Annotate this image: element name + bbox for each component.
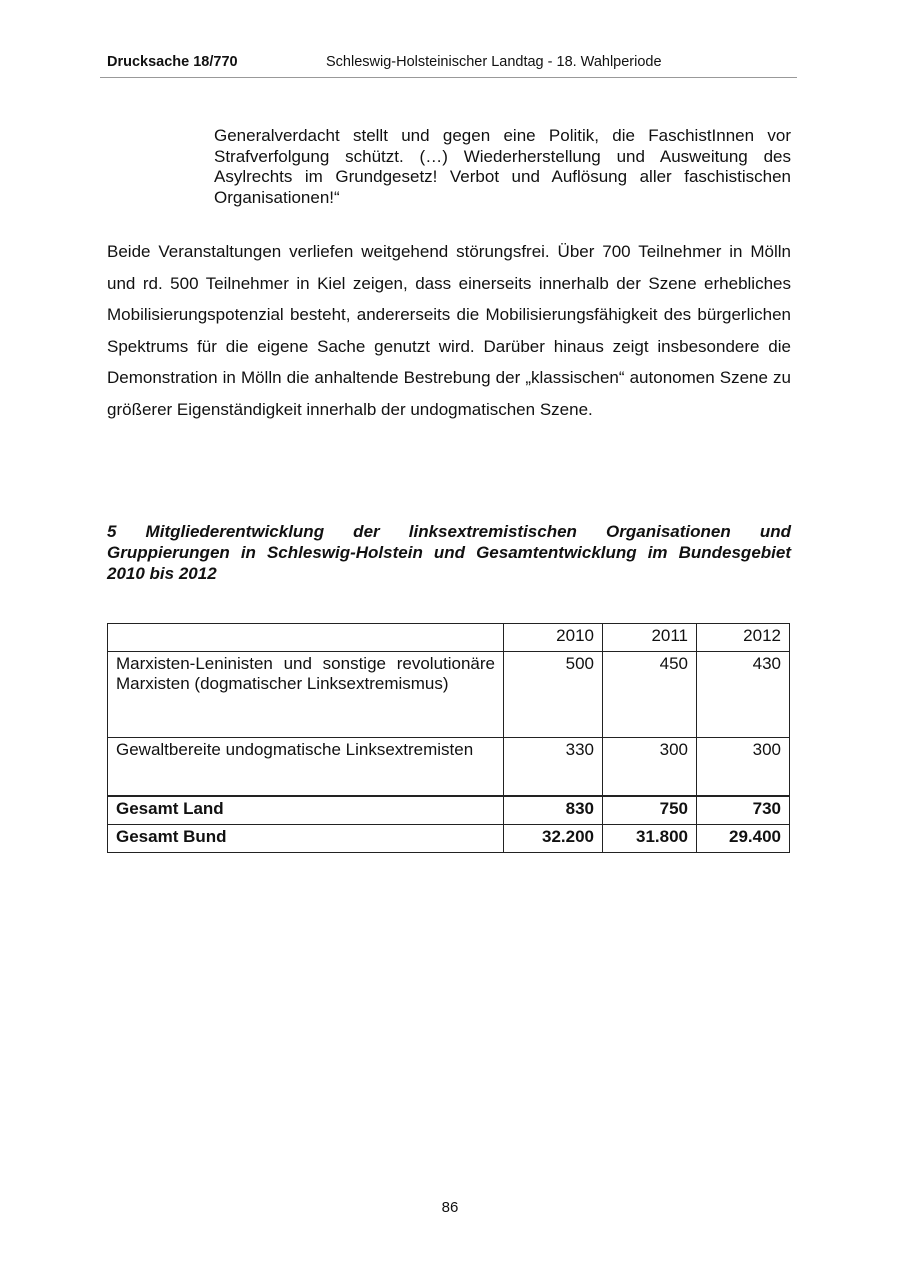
row-label: Gesamt Bund <box>108 825 504 853</box>
header-cell-empty <box>108 624 504 652</box>
cell-2012: 300 <box>697 738 790 797</box>
table-row-total-bund <box>108 825 790 853</box>
body-paragraph: Beide Veranstaltungen verliefen weitgehend störungsfrei. Über 700 Teilnehmer in Mölln und rd. 500 Teilnehmer in Kiel zeigen, dass einerseits innerhalb der Szene erhebliches Mobilisierungspotenzial besteht, andererseits die Mobilisierungsfähigkeit des bürgerlichen Spektrums für die eigene Sache genutzt wird. Darüber hinaus zeigt insbesondere die Demonstration in Mölln die anhaltende Bestrebung der „klassischen“ autonomen Szene zu größerer Eigenständigkeit innerhalb der undogmatischen Szene. <box>107 242 791 419</box>
table-row <box>108 652 790 738</box>
block-quote: Generalverdacht stellt und gegen eine Politik, die FaschistInnen vor Strafverfolgung schützt. (…) Wiederherstellung und Ausweitung des Asylrechts im Grundgesetz! Verbot und Auflösung aller faschistischen Organisationen!“ <box>214 126 791 207</box>
row-label: Gewaltbereite undogmatische Linksextremisten <box>108 738 504 797</box>
document-number: Drucksache 18/770 <box>107 54 238 70</box>
cell-2011: 31.800 <box>603 825 697 853</box>
cell-2010: 500 <box>504 652 603 738</box>
table-row-total-land <box>108 796 790 825</box>
cell-2011: 450 <box>603 652 697 738</box>
cell-2010: 32.200 <box>504 825 603 853</box>
membership-table <box>107 623 790 853</box>
cell-2010: 830 <box>504 796 603 825</box>
cell-2011: 300 <box>603 738 697 797</box>
header-cell-2011: 2011 <box>603 624 697 652</box>
row-label: Marxisten-Leninisten und sonstige revolutionäre Marxisten (dogmatischer Linksextremismus) <box>108 652 504 738</box>
page-number: 86 <box>441 1199 459 1216</box>
section-heading: 5 Mitgliederentwicklung der linksextremistischen Organisationen und Gruppierungen in Schleswig-Holstein und Gesamtentwicklung im Bundesgebiet 2010 bis 2012 <box>107 522 791 583</box>
parliament-title: Schleswig-Holsteinischer Landtag - 18. Wahlperiode <box>326 54 662 70</box>
header-cell-2012: 2012 <box>697 624 790 652</box>
table-header-row <box>108 624 790 652</box>
cell-2012: 430 <box>697 652 790 738</box>
cell-2011: 750 <box>603 796 697 825</box>
cell-2012: 29.400 <box>697 825 790 853</box>
cell-2012: 730 <box>697 796 790 825</box>
row-label: Gesamt Land <box>108 796 504 825</box>
table-row <box>108 738 790 797</box>
cell-2010: 330 <box>504 738 603 797</box>
header-cell-2010: 2010 <box>504 624 603 652</box>
page-header <box>100 52 797 78</box>
